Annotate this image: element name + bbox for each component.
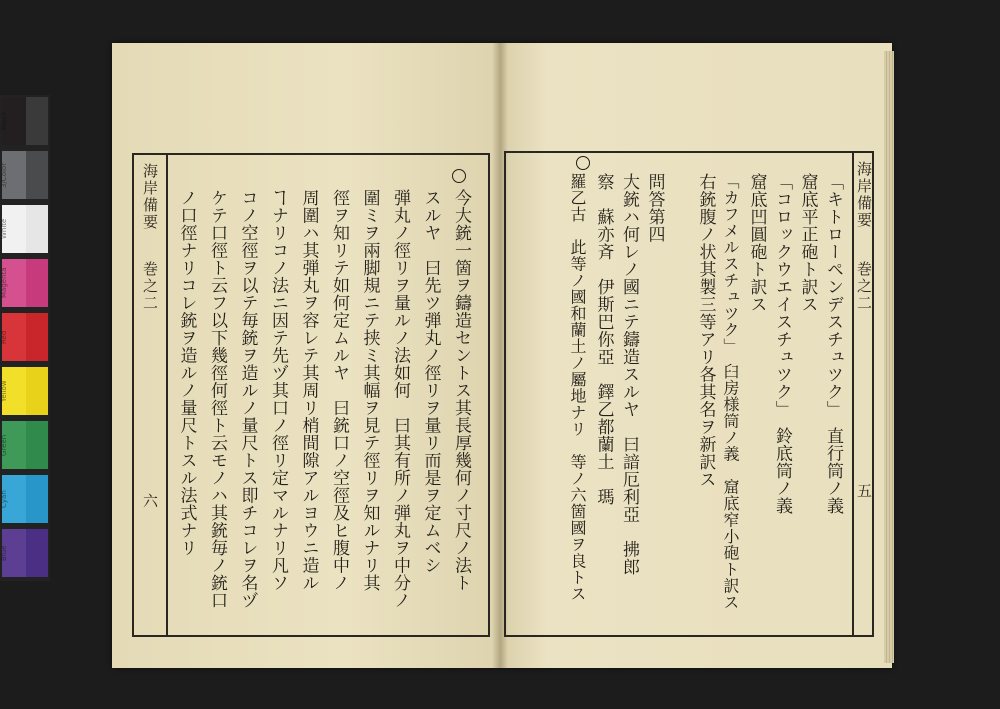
color-swatch [26,529,48,577]
text-column: 「カフメルスチュツク」 臼房様筒ノ義 窟底窄小砲ト訳ス [721,173,740,611]
color-patch [0,527,50,579]
color-patch [0,149,50,201]
color-swatch [26,97,48,145]
text-column: 周圍ハ其弾丸ヲ容レテ其周リ梢間隙アルヨウニ造ル [298,189,319,592]
color-label: Green [0,434,8,456]
right-margin-volume: 巻之二 [855,261,873,312]
color-label: White [0,218,8,240]
text-column: ノ口徑ナリコレ銃ヲ造ルノ量尺トスル法式ナリ [176,189,197,557]
text-column: スルヤ 曰先ツ弾丸ノ徑リヲ量リ而是ヲ定ムベシ [420,189,441,574]
color-swatch [26,151,48,199]
color-swatch [26,367,48,415]
right-margin-rule [852,151,854,637]
color-swatch [26,205,48,253]
color-patch [0,365,50,417]
section-circle-mark [452,169,466,183]
text-column: 察 蘇亦斉 伊斯巴你亞 鐸乙都蘭土 瑪 [593,173,614,506]
color-patch [0,473,50,525]
text-column: 大銃ハ何レノ國ニテ鑄造スルヤ 曰諳厄利亞 拂郎 [619,173,639,576]
left-margin-title: 海岸備要 [141,163,159,231]
open-book [112,43,892,668]
color-patch [0,311,50,363]
text-column: 徑ヲ知リテ如何定ムルヤ 曰銃口ノ空徑及ヒ腹中ノ [329,189,349,592]
color-swatch [26,475,48,523]
color-patch [0,257,50,309]
color-label: Blue [0,545,8,561]
color-label: Magenta [0,267,8,299]
text-column: 窟底平正砲ト訳ス [797,173,818,313]
right-margin-title: 海岸備要 [855,161,873,229]
color-patch [0,419,50,471]
right-text-frame [504,151,874,637]
page-edges [884,51,894,663]
color-swatch [26,421,48,469]
color-swatch [26,313,48,361]
color-label: 3/Color [0,162,8,188]
color-label: Cyan [0,490,8,508]
color-calibration-strip [0,95,50,581]
text-column: 圍ミヲ兩脚規ニテ挟ミ其幅ヲ見テ徑リヲ知ルナリ其 [359,189,380,592]
color-patch [0,95,50,147]
text-column: 右銃腹ノ状其製三等アリ各其名ヲ新訳ス [695,173,716,488]
text-column: 弾丸ノ徑リヲ量ルノ法如何 曰其有所ノ弾丸ヲ中分ノ [390,189,410,609]
left-margin-folio: 六 [141,493,159,510]
text-column: 今大銃一箇ヲ鑄造セントス其長厚幾何ノ寸尺ノ法ト [451,189,471,592]
text-column: 「コロックウエイスチュツク」 鈴底筒ノ義 [772,173,792,515]
color-patch [0,203,50,255]
left-margin-volume: 巻之二 [141,261,159,312]
text-column: 羅乙古 此等ノ國和蘭土ノ屬地ナリ 等ノ六箇國ヲ良トス [568,173,587,602]
text-column: コノ空徑ヲ以テ毎銃ヲ造ルノ量尺トス即チコレヲ名ヅ [237,189,258,609]
text-column: ヿナリコノ法ニ因テ先ヅ其口ノ徑リ定マルナリ凡ソ [268,189,288,592]
left-margin-rule [166,153,168,637]
text-column: 問答第四 [644,173,665,243]
text-column: 窟底凹圓砲ト訳ス [746,173,767,313]
text-column: 「キトローペンデスチュツク」 直行筒ノ義 [823,173,843,515]
color-label: Yellow [0,380,8,402]
color-swatch [26,259,48,307]
section-circle-mark [576,156,590,170]
color-label: Red [0,330,8,344]
color-label: Black [0,111,8,131]
right-margin-folio: 五 [855,483,873,500]
text-column: ケテ口徑ト云フ以下幾徑何徑ト云モノハ其銃毎ノ銃口 [207,189,227,609]
